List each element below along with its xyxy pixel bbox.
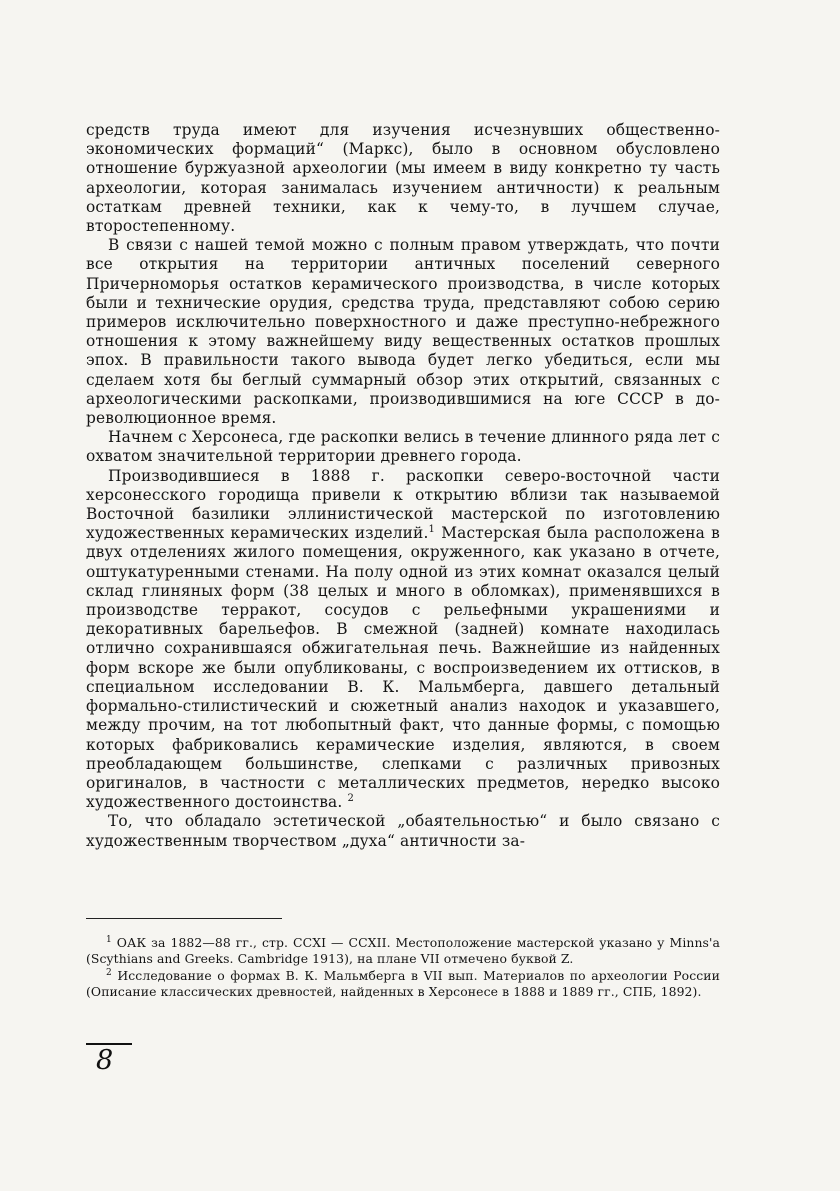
paragraph-2: В связи с нашей темой можно с полным правом утверждать, что почти все открытия на территории античных поселений северного Причерноморья остатков керамического производства, в числе которых были и технические орудия, средства труда, представляют собою серию примеров исключительно поверхностного и даже преступно-небрежного отношения к этому важнейшему виду вещественных остатков прошлых эпох. В правильности такого вывода будет легко убедиться, если мы сделаем хотя бы беглый суммарный обзор этих открытий, связанных с археологическими раскопками, производившимися на юге СССР в до-революционное время. bbox=[86, 236, 720, 428]
footnote-ref-2[interactable]: 2 bbox=[347, 792, 354, 804]
footnote-ref-1[interactable]: 1 bbox=[428, 524, 436, 536]
main-text bbox=[86, 121, 720, 851]
paragraph-5: То, что обладало эстетической „обаятельностью“ и было связано с художественным творчеством „духа“ античности за- bbox=[86, 812, 720, 850]
footnote-1 bbox=[86, 935, 720, 967]
paragraph-3: Начнем с Херсонеса, где раскопки велись в течение длинного ряда лет с охватом значительной территории древнего города. bbox=[86, 428, 720, 466]
paragraph-4-part-a: Производившиеся в 1888 г. раскопки северо-восточной части херсонесского городища привели к открытию вблизи так называемой Восточной базилики эллинистической мастерской по изготовлению художественных керамических изделий. bbox=[86, 466, 720, 543]
paragraph-1: средств труда имеют для изучения исчезнувших общественно-экономических формаций“ (Маркс), было в основном обусловлено отношение буржуазной археологии (мы имеем в виду конкретно ту часть археологии, которая занималась изучением античности) к реальным остаткам древней техники, как к чему-то, в лучшем случае, второстепенному. bbox=[86, 121, 720, 236]
footnote-2-mark: 2 bbox=[106, 967, 112, 978]
paragraph-4-part-b: Мастерская была расположена в двух отделениях жилого помещения, окруженного, как указано в отчете, оштукатуренными стенами. На полу одной из этих комнат оказался целый склад глиняных форм (38 целых и много в обломках), применявшихся в производстве терракот, сосудов с рельефными украшениями и декоративных барельефов. В смежной (задней) комнате находилась отлично сохранившаяся обжигательная печь. Важнейшие из найденных форм вскоре же были опубликованы, с воспроизведением их оттисков, в специальном исследовании В. К. Мальмберга, давшего детальный формально-стилистический и сюжетный анализ находок и указавшего, между прочим, на тот любопытный факт, что данные формы, с помощью которых фабриковались керамические изделия, являются, в своем преобладающем большинстве, слепками с различных привозных оригиналов, в частности с металлических предметов, нередко высоко художественного достоинства. bbox=[86, 524, 720, 812]
paragraph-4 bbox=[86, 467, 720, 813]
page-number: 8 bbox=[96, 1045, 114, 1076]
footnote-2-text: Исследование о формах В. К. Мальмберга в VII вып. Материалов по археологии России (Описание классических древностей, найденных в Херсонесе в 1888 и 1889 гг., СПБ, 1892). bbox=[86, 968, 720, 999]
footnote-1-mark: 1 bbox=[106, 934, 112, 945]
footnote-1-text: ОАК за 1882—88 гг., стр. CCXI — CCXII. Местоположение мастерской указано у Minns'a (Scythians and Greeks. Cambridge 1913), на плане VII отмечено буквой Z. bbox=[86, 935, 720, 966]
footnote-2 bbox=[86, 968, 720, 1000]
footnotes bbox=[86, 935, 720, 1001]
footnote-separator bbox=[86, 918, 282, 919]
